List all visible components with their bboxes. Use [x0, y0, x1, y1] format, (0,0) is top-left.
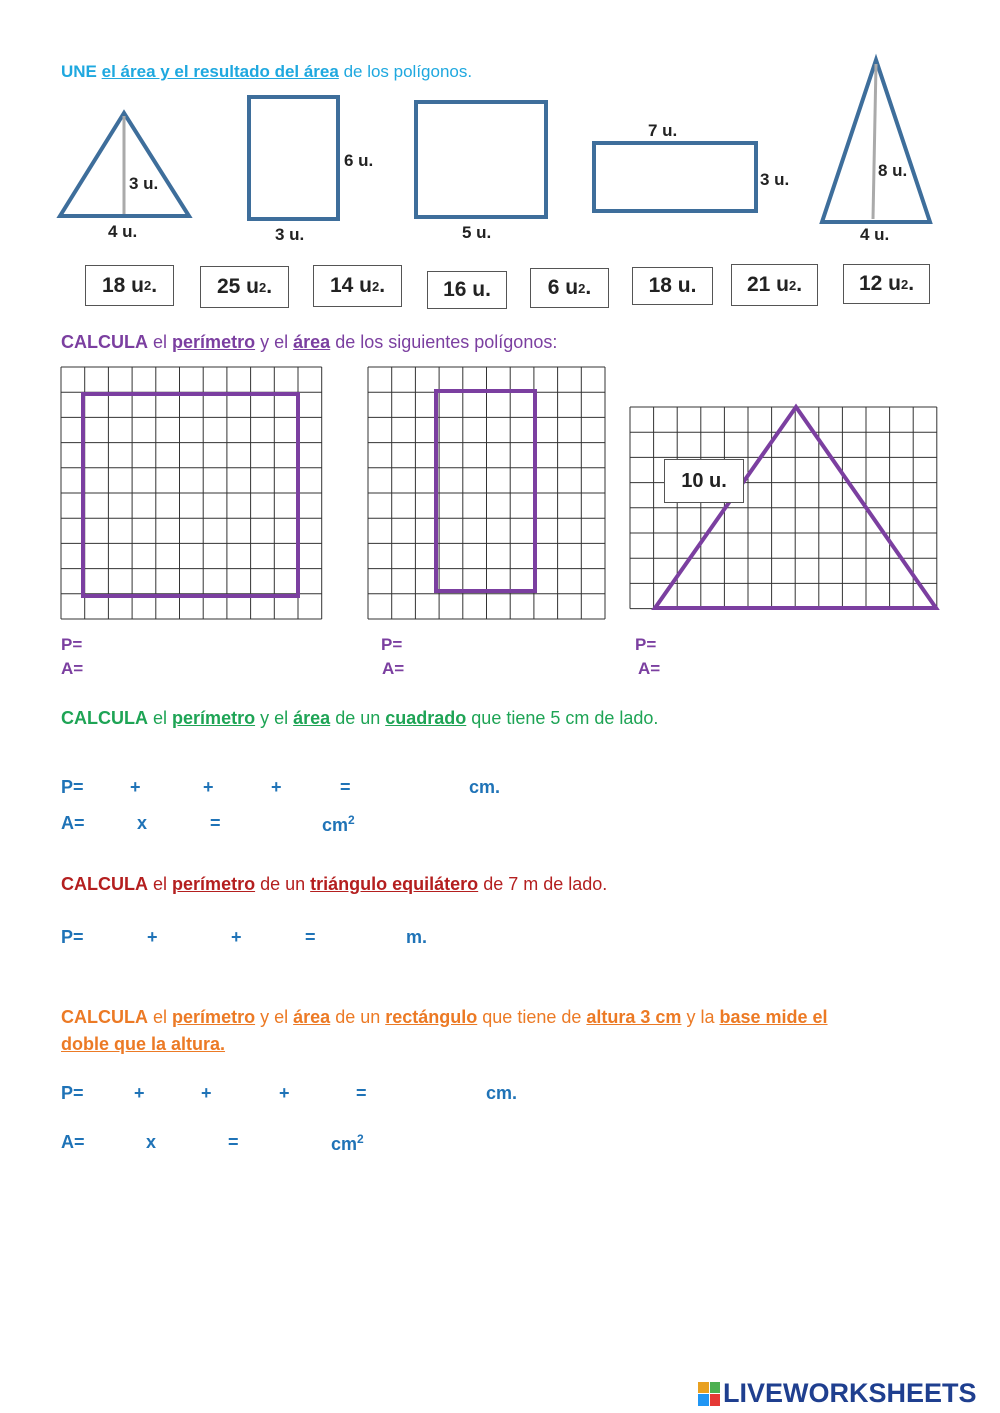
section4-instruction: [61, 874, 607, 895]
section5-a-equals: =: [228, 1132, 239, 1152]
section5-a-unit-sup: 2: [357, 1132, 364, 1146]
section3-a-unit-sup: 2: [348, 813, 355, 827]
section5-word: de un: [335, 1007, 381, 1027]
section5-plus-2: +: [201, 1083, 212, 1103]
answer-value: 21 u: [746, 273, 789, 296]
grid-2: [368, 367, 605, 619]
triangle-1-base-label: 4 u.: [108, 222, 138, 241]
section4-p-unit: m.: [406, 927, 428, 947]
section3-p-label: P=: [61, 777, 84, 797]
section3-plus-1: +: [130, 777, 141, 797]
section5-p-label: P=: [61, 1083, 84, 1103]
section4-equals: =: [305, 927, 316, 947]
section3-calcula: CALCULA: [61, 708, 148, 728]
section2-word: el: [153, 332, 168, 352]
section3-instruction: [61, 708, 658, 729]
section2-area: área: [293, 332, 331, 352]
section4-p-label: P=: [61, 927, 84, 947]
answer-value: 18 u: [101, 273, 144, 297]
rectangle-2-side-label: 3 u.: [760, 170, 790, 189]
answer-tail: .: [266, 275, 273, 298]
section5-p-unit: cm.: [486, 1083, 518, 1103]
answer-exponent: 2: [900, 276, 909, 292]
section3-a-label: A=: [61, 813, 85, 833]
grid-2-perimeter-label: P=: [381, 635, 403, 654]
section1-suffix: de los polígonos.: [343, 62, 473, 81]
liveworksheets-logo: [698, 1378, 977, 1409]
grid-1: [61, 367, 322, 619]
section4-word: de un: [260, 874, 306, 894]
section3-perimetro: perímetro: [172, 708, 256, 728]
grid-1-area-label: A=: [61, 659, 84, 678]
rectangle-1-base-label: 3 u.: [275, 225, 305, 244]
answer-value: 12 u: [858, 272, 901, 295]
section2-word: de los siguientes polígonos:: [335, 332, 558, 352]
section4-plus-1: +: [147, 927, 158, 947]
answer-tail: .: [151, 273, 158, 297]
section1-prefix: UNE: [61, 62, 97, 81]
section3-p-unit: cm.: [469, 777, 501, 797]
section2-grids: [0, 0, 1000, 640]
answer-exponent: 2: [371, 278, 380, 294]
square-1-base-label: 5 u.: [462, 223, 492, 242]
answer-exponent: 2: [258, 279, 267, 295]
answer-value: 14 u: [329, 274, 372, 297]
section4-word: de 7 m de lado.: [483, 874, 608, 894]
section3-a-unit-text: cm: [322, 815, 349, 835]
section3-a-equals: =: [210, 813, 221, 833]
section3-times: x: [137, 813, 148, 833]
answer-exponent: 2: [578, 280, 586, 296]
section5-instruction-line1: [61, 1007, 828, 1028]
answer-exponent: 2: [788, 277, 797, 293]
answer-value: 25 u: [216, 275, 259, 298]
section5-calcula: CALCULA: [61, 1007, 148, 1027]
answer-value: 16 u.: [443, 278, 491, 301]
section3-plus-2: +: [203, 777, 214, 797]
section5-a-unit: [331, 1132, 364, 1155]
answer-tail: .: [585, 276, 592, 299]
section4-triangulo: triángulo equilátero: [310, 874, 479, 894]
section3-equals: =: [340, 777, 351, 797]
grid-2-area-label: A=: [382, 659, 405, 678]
rectangle-2-top-label: 7 u.: [648, 121, 678, 140]
section5-base: base mide el: [719, 1007, 828, 1027]
section5-perimetro: perímetro: [172, 1007, 256, 1027]
section3-word: que tiene 5 cm de lado.: [471, 708, 659, 728]
section3-area: área: [293, 708, 331, 728]
triangle-2-height-label: 8 u.: [878, 161, 908, 180]
grid-3-perimeter-label: P=: [635, 635, 657, 654]
section5-a-label: A=: [61, 1132, 85, 1152]
section5-a-unit-text: cm: [331, 1134, 358, 1154]
section3-a-unit: [322, 813, 355, 836]
triangle-1-height-label: 3 u.: [129, 174, 159, 193]
section4-calcula: CALCULA: [61, 874, 148, 894]
grid-square-shape: [83, 394, 298, 596]
answer-tail: .: [908, 272, 915, 295]
section5-word: y el: [260, 1007, 289, 1027]
section5-word: y la: [686, 1007, 715, 1027]
section3-cuadrado: cuadrado: [385, 708, 467, 728]
answer-tail: .: [379, 274, 386, 297]
section3-word: el: [153, 708, 168, 728]
section4-plus-2: +: [231, 927, 242, 947]
grid-triangle-side-label: 10 u.: [664, 459, 744, 503]
section2-perimetro: perímetro: [172, 332, 256, 352]
section4-perimetro: perímetro: [172, 874, 256, 894]
grid-rectangle-shape: [436, 391, 535, 591]
section5-word: que tiene de: [482, 1007, 582, 1027]
rectangle-1-height-label: 6 u.: [344, 151, 374, 170]
answer-value: 18 u.: [648, 274, 697, 297]
triangle-2-base-label: 4 u.: [860, 225, 890, 244]
answer-exponent: 2: [143, 278, 152, 293]
logo-text: LIVEWORKSHEETS: [723, 1378, 977, 1408]
section5-altura: altura 3 cm: [586, 1007, 682, 1027]
section5-times: x: [146, 1132, 157, 1152]
section5-doble: doble que la altura.: [61, 1034, 226, 1054]
grid-1-perimeter-label: P=: [61, 635, 83, 654]
section5-plus-3: +: [279, 1083, 290, 1103]
section5-word: el: [153, 1007, 168, 1027]
section4-word: el: [153, 874, 168, 894]
section5-instruction-line2: [61, 1034, 225, 1055]
section5-rectangulo: rectángulo: [385, 1007, 478, 1027]
section5-area: área: [293, 1007, 331, 1027]
section2-calcula: CALCULA: [61, 332, 148, 352]
section1-underlined: el área y el resultado del área: [101, 62, 339, 81]
section3-word: y el: [260, 708, 289, 728]
grid-3-area-label: A=: [638, 659, 661, 678]
section5-plus-1: +: [134, 1083, 145, 1103]
section5-equals: =: [356, 1083, 367, 1103]
answer-tail: .: [796, 273, 803, 296]
section3-plus-3: +: [271, 777, 282, 797]
section3-word: de un: [335, 708, 381, 728]
section2-word: y el: [260, 332, 289, 352]
answer-value: 6 u: [547, 276, 579, 299]
logo-badge-icon: [698, 1382, 720, 1406]
